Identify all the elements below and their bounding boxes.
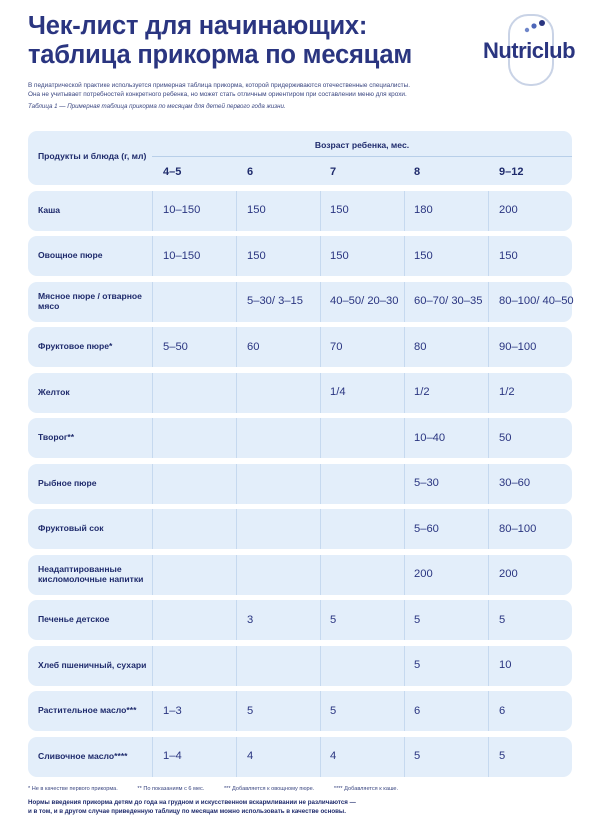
value-cell: 5 bbox=[414, 613, 421, 626]
value-cell: 4 bbox=[330, 750, 337, 763]
age-column-header: Возраст ребенка, мес. bbox=[314, 140, 410, 150]
product-name: Творог** bbox=[38, 432, 75, 443]
product-name: Печенье детское bbox=[38, 614, 110, 625]
value-cell: 6 bbox=[414, 704, 421, 717]
value-cell: 5 bbox=[414, 659, 421, 672]
age-6: 6 bbox=[247, 166, 254, 178]
footnote-3: *** Добавляется к овощному пюре. bbox=[223, 786, 315, 792]
value-cell: 10–150 bbox=[163, 204, 201, 217]
value-cell bbox=[163, 646, 245, 686]
value-cell bbox=[163, 509, 245, 549]
value-cell bbox=[163, 600, 245, 640]
norms-note bbox=[28, 798, 468, 816]
product-name: Рыбное пюре bbox=[38, 477, 97, 488]
value-cell: 30–60 bbox=[499, 477, 531, 490]
page-title bbox=[28, 12, 458, 70]
value-cell: 50 bbox=[499, 431, 512, 444]
value-cell: 5 bbox=[499, 750, 506, 763]
value-cell bbox=[247, 418, 329, 458]
column-separator bbox=[152, 282, 153, 322]
value-cell: 60 bbox=[247, 340, 260, 353]
norms-line-2: и в том, и в другом случае приведенную таблицу по месяцам можно использовать в качестве основы. bbox=[28, 808, 346, 815]
value-cell: 5 bbox=[414, 750, 421, 763]
title-line-2: таблица прикорма по месяцам bbox=[28, 41, 413, 69]
table-row bbox=[28, 236, 572, 276]
value-cell: 6 bbox=[499, 704, 506, 717]
value-cell: 200 bbox=[499, 568, 518, 581]
feeding-table bbox=[28, 131, 572, 777]
column-separator bbox=[152, 509, 153, 549]
value-cell: 10–40 bbox=[414, 431, 446, 444]
value-cell bbox=[247, 509, 329, 549]
value-cell: 3 bbox=[247, 613, 254, 626]
table-row bbox=[28, 600, 572, 640]
value-cell bbox=[330, 555, 412, 595]
table-caption: Таблица 1 — Примерная таблица прикорма по месяцам для детей первого года жизни. bbox=[28, 103, 286, 110]
table-row bbox=[28, 418, 572, 458]
product-name: Растительное масло*** bbox=[38, 705, 137, 716]
table-header bbox=[28, 131, 572, 185]
footnote-1: * Не в качестве первого прикорма. bbox=[28, 786, 118, 792]
value-cell bbox=[330, 646, 412, 686]
logo-text: Nutriclub bbox=[482, 38, 576, 63]
value-cell bbox=[247, 373, 329, 413]
column-separator bbox=[152, 327, 153, 367]
table-row bbox=[28, 464, 572, 504]
age-4-5: 4–5 bbox=[163, 166, 182, 178]
intro-line-2: Она не учитывает потребностей конкретного ребенка, но может стать отличным ориентиром при составлении меню для крохи. bbox=[28, 91, 407, 98]
value-cell bbox=[163, 555, 245, 595]
value-cell: 5 bbox=[247, 704, 254, 717]
product-column-header: Продукты и блюда (г, мл) bbox=[38, 151, 147, 161]
value-cell: 1/4 bbox=[330, 386, 346, 399]
column-separator bbox=[152, 191, 153, 231]
value-cell: 150 bbox=[247, 204, 266, 217]
value-cell: 180 bbox=[414, 204, 433, 217]
value-cell bbox=[163, 282, 245, 322]
value-cell: 5–30/ 3–15 bbox=[247, 295, 303, 308]
value-cell bbox=[247, 555, 329, 595]
column-separator bbox=[152, 691, 153, 731]
table-row bbox=[28, 737, 572, 777]
footnote-4: **** Добавляется к каше. bbox=[333, 786, 399, 792]
footnotes bbox=[28, 786, 568, 792]
value-cell: 5 bbox=[330, 613, 337, 626]
value-cell: 5 bbox=[499, 613, 506, 626]
table-row bbox=[28, 373, 572, 413]
column-separator bbox=[152, 737, 153, 777]
age-9-12: 9–12 bbox=[499, 166, 524, 178]
value-cell: 1/2 bbox=[499, 386, 515, 399]
value-cell bbox=[163, 464, 245, 504]
column-separator bbox=[152, 555, 153, 595]
value-cell: 5 bbox=[330, 704, 337, 717]
table-row bbox=[28, 191, 572, 231]
product-name: Неадаптированные кисломолочные напитки bbox=[38, 564, 144, 584]
logo-dots-icon bbox=[522, 20, 552, 34]
value-cell: 80–100/ 40–50 bbox=[499, 295, 574, 308]
value-cell: 200 bbox=[414, 568, 433, 581]
value-cell: 10–150 bbox=[163, 249, 201, 262]
table-row bbox=[28, 646, 572, 686]
table-row bbox=[28, 509, 572, 549]
product-name: Фруктовое пюре* bbox=[38, 341, 113, 352]
value-cell: 1–4 bbox=[163, 750, 182, 763]
value-cell: 5–30 bbox=[414, 477, 439, 490]
value-cell bbox=[247, 646, 329, 686]
value-cell bbox=[330, 464, 412, 504]
column-separator bbox=[152, 373, 153, 413]
intro-line-1: В педиатрической практике используется примерная таблица прикорма, которой придерживаются отечественные специалисты. bbox=[28, 82, 410, 89]
table-row bbox=[28, 555, 572, 595]
product-name: Мясное пюре / отварное мясо bbox=[38, 291, 142, 311]
table-row bbox=[28, 327, 572, 367]
age-8: 8 bbox=[414, 166, 421, 178]
age-7: 7 bbox=[330, 166, 337, 178]
value-cell: 90–100 bbox=[499, 340, 537, 353]
table-row bbox=[28, 691, 572, 731]
value-cell bbox=[330, 509, 412, 549]
product-name: Сливочное масло**** bbox=[38, 750, 128, 761]
value-cell bbox=[163, 373, 245, 413]
value-cell: 150 bbox=[499, 249, 518, 262]
value-cell: 150 bbox=[414, 249, 433, 262]
value-cell: 40–50/ 20–30 bbox=[330, 295, 399, 308]
product-name: Овощное пюре bbox=[38, 250, 103, 261]
value-cell: 5–60 bbox=[414, 522, 439, 535]
value-cell: 150 bbox=[330, 249, 349, 262]
value-cell: 4 bbox=[247, 750, 254, 763]
product-name: Фруктовый сок bbox=[38, 523, 104, 534]
value-cell: 5–50 bbox=[163, 340, 188, 353]
product-name: Хлеб пшеничный, сухари bbox=[38, 659, 147, 670]
value-cell: 70 bbox=[330, 340, 343, 353]
value-cell: 1/2 bbox=[414, 386, 430, 399]
column-separator bbox=[152, 646, 153, 686]
column-separator bbox=[152, 236, 153, 276]
value-cell bbox=[163, 418, 245, 458]
footnote-2: ** По показаниям с 6 мес. bbox=[137, 786, 205, 792]
value-cell: 1–3 bbox=[163, 704, 182, 717]
value-cell bbox=[247, 464, 329, 504]
product-name: Каша bbox=[38, 204, 61, 215]
value-cell: 150 bbox=[247, 249, 266, 262]
title-line-1: Чек-лист для начинающих: bbox=[28, 12, 368, 40]
nutriclub-logo bbox=[474, 14, 584, 84]
norms-line-1: Нормы введения прикорма детям до года на грудном и искусственном вскармливании не различаются — bbox=[28, 799, 356, 806]
value-cell: 80–100 bbox=[499, 522, 537, 535]
column-separator bbox=[152, 418, 153, 458]
value-cell bbox=[330, 418, 412, 458]
header-divider bbox=[152, 156, 572, 157]
table-row bbox=[28, 282, 572, 322]
product-name: Желток bbox=[38, 386, 70, 397]
column-separator bbox=[152, 464, 153, 504]
intro-text bbox=[28, 81, 458, 99]
column-separator bbox=[152, 600, 153, 640]
value-cell: 150 bbox=[330, 204, 349, 217]
value-cell: 10 bbox=[499, 659, 512, 672]
value-cell: 60–70/ 30–35 bbox=[414, 295, 483, 308]
value-cell: 80 bbox=[414, 340, 427, 353]
value-cell: 200 bbox=[499, 204, 518, 217]
